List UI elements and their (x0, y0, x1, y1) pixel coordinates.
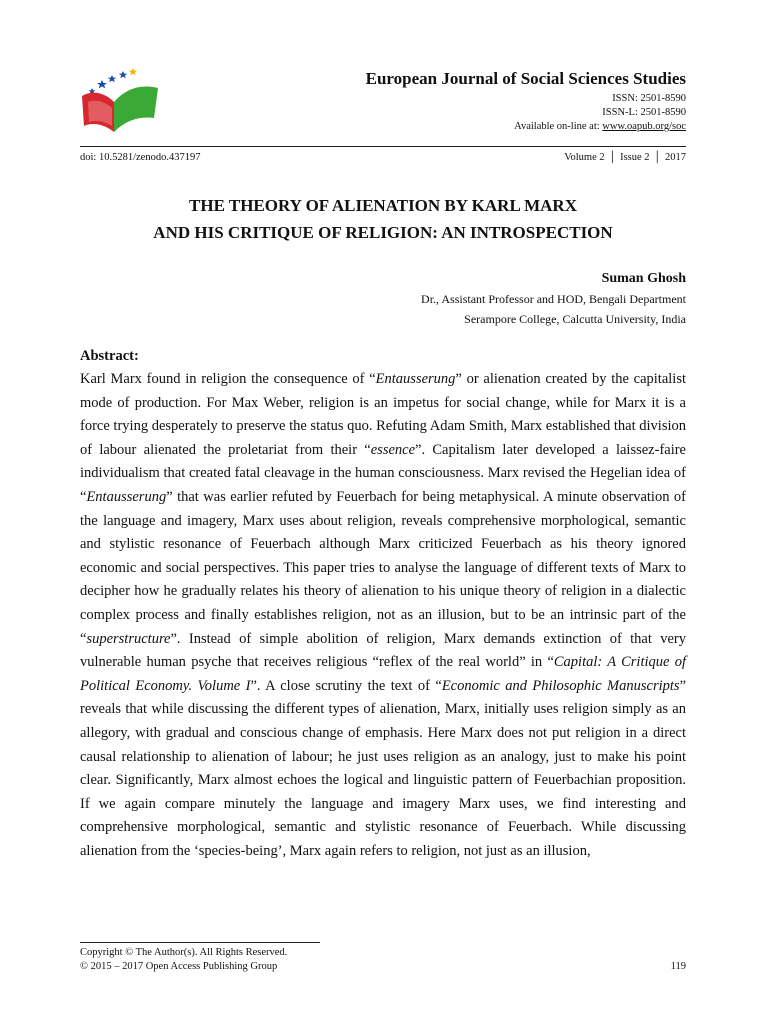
separator: │ (608, 152, 617, 163)
abstract-text-run: ” that was earlier refuted by Feuerbach for being metaphysical. A minute observation of the language and imagery, Marx uses about religion, reveals comprehensive morphological, semantic and stylistic resonance of Feuerbach although Marx criticized Feuerbach as his theory ignored economic and social perspectives. This paper tries to analyse the language of different texts of Marx to decipher how he gradually relates his theory of alienation to his unique theory of religion in a dialectic complex process and finally establishes religion, not as an illusion, but to be an intrinsic part of the “ (80, 488, 686, 647)
journal-logo (80, 66, 160, 136)
logo-star (129, 68, 137, 75)
title-line-2: AND HIS CRITIQUE OF RELIGION: AN INTROSPECTION (153, 223, 613, 242)
abstract-italic-run: essence (370, 441, 416, 458)
logo-star (119, 71, 127, 78)
abstract-text-run: Karl Marx found in religion the consequence of “ (80, 371, 376, 387)
logo-star (97, 80, 107, 89)
availability (366, 120, 686, 134)
title-line-1: THE THEORY OF ALIENATION BY KARL MARX (189, 196, 577, 215)
author-name: Suman Ghosh (601, 271, 686, 286)
abstract-heading: Abstract: (80, 348, 139, 364)
affiliation-line-1: Dr., Assistant Professor and HOD, Bengali Department (421, 292, 686, 306)
abstract-italic-run: Capital: A Critique of Political Economy. Volume I (80, 654, 686, 694)
logo-star (108, 75, 116, 82)
abstract-italic-run: Entausserung (86, 488, 167, 505)
issue: Issue 2 (620, 152, 650, 163)
abstract-italic-run: Economic and Philosophic Manuscripts (441, 677, 680, 694)
publisher: © 2015 – 2017 Open Access Publishing Group (80, 961, 278, 972)
abstract-text-run: ” or alienation created by the capitalist mode of production. For Max Weber, religion is an impetus for social change, while for Marx it is a force trying desperately to preserve the status quo. Refuting Adam Smith, Marx established that division of labour alienated the proletariat from their “ (80, 371, 687, 458)
abstract-italic-run: Entausserung (375, 371, 456, 387)
affiliation-line-2: Serampore College, Calcutta University, India (464, 312, 686, 326)
availability-label: Available on-line at: (514, 121, 603, 132)
doi: doi: 10.5281/zenodo.437197 (80, 152, 201, 163)
journal-url-link[interactable]: www.oapub.org/soc (602, 121, 686, 132)
footer-rule (80, 942, 320, 943)
doi-row (80, 152, 686, 163)
page-number: 119 (670, 961, 686, 972)
copyright: Copyright © The Author(s). All Rights Reserved. (80, 947, 288, 958)
journal-title: European Journal of Social Sciences Studies (365, 69, 686, 88)
abstract-text-run: ” reveals that while discussing the different types of alienation, Marx, initially uses religion simply as an allegory, with gradual and conscious change of emphasis. Here Marx does not put religion in a direct causal relationship to alienation of labour; he just uses religion as an analogy, just to make his point clear. Significantly, Marx almost echoes the logical and linguistic pattern of Feuerbachian proposition. If we again compare minutely the language and imagery Marx uses, we find interesting and comprehensive morphological, semantic and stylistic resonance of Feuerbach. While discussing alienation from the ‘species-being’, Marx again refers to religion, not just as an illusion, (80, 677, 686, 859)
issn-l: ISSN-L: 2501-8590 (602, 107, 686, 118)
year: 2017 (665, 152, 686, 163)
author-block (421, 269, 686, 329)
header-rule (80, 146, 686, 147)
abstract-italic-run: superstructure (86, 630, 171, 647)
volume: Volume 2 (564, 152, 605, 163)
issn: ISSN: 2501-8590 (612, 93, 686, 104)
abstract-body (80, 368, 686, 863)
abstract-text-run: ”. A close scrutiny the text of “ (250, 677, 442, 694)
volume-issue (564, 152, 686, 163)
article-title (80, 192, 686, 246)
separator: │ (653, 152, 661, 163)
footer (80, 946, 686, 974)
abstract-text-run: ”. Instead of simple abolition of religion, Marx demands extinction of that very vulnerable human psyche that receives religious “reflex of the real world” in “ (80, 630, 686, 671)
abstract-text-run: ”. Capitalism later developed a laissez-faire individualism that created fatal cleavage in the human consciousness. Marx revised the Hegelian idea of “ (80, 441, 686, 505)
journal-header (366, 70, 686, 134)
